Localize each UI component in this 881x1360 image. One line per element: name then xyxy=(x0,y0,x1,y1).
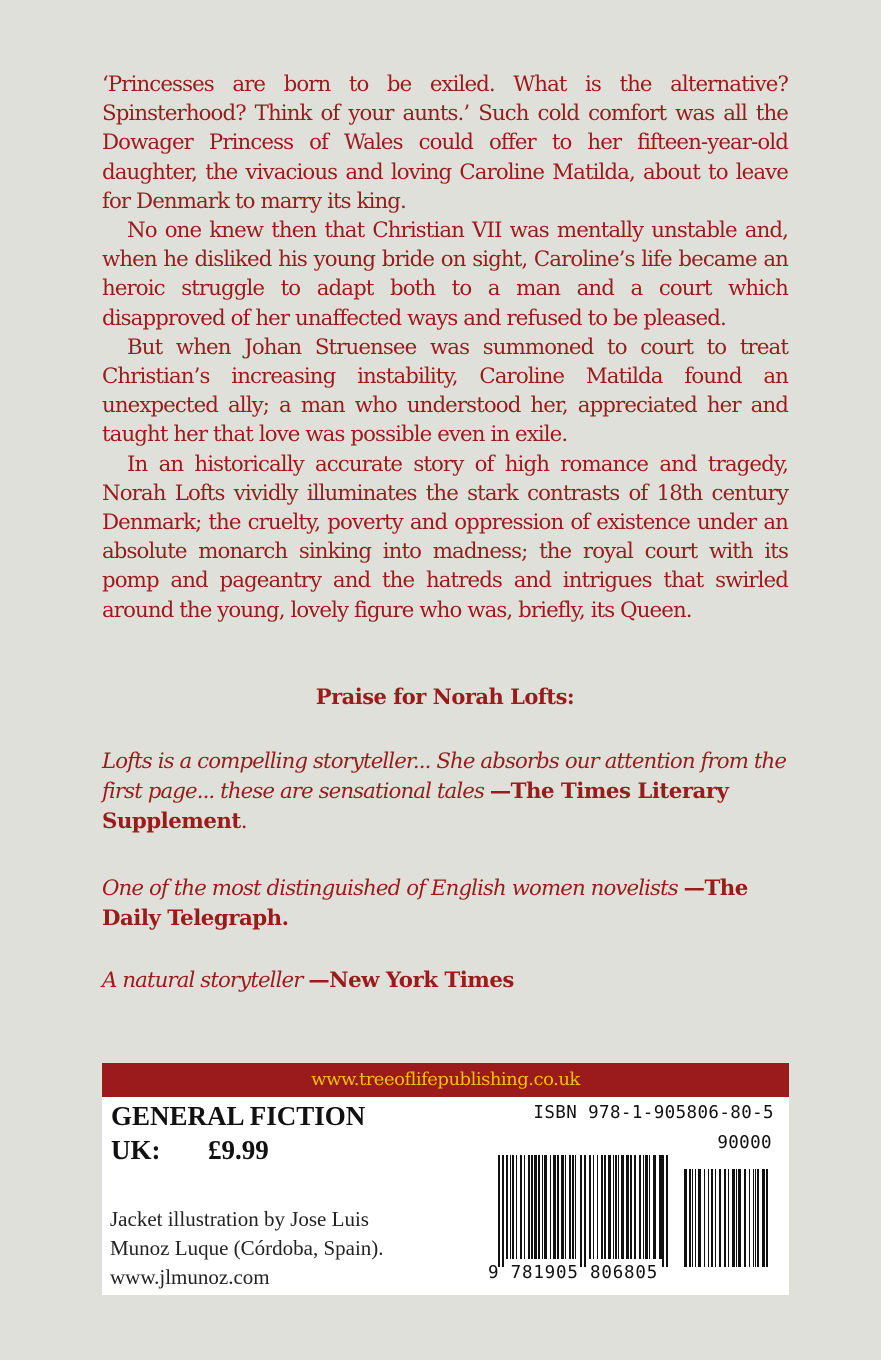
barcode-bar xyxy=(757,1169,759,1267)
barcode-bar xyxy=(643,1155,644,1259)
barcode-bar xyxy=(516,1155,517,1259)
praise-heading: Praise for Norah Lofts: xyxy=(315,684,575,709)
barcode-bar xyxy=(615,1155,617,1259)
isbn-text: ISBN 978-1-905806-80-5 xyxy=(533,1103,774,1123)
barcode-bar xyxy=(502,1155,504,1267)
barcode-bar xyxy=(738,1169,741,1267)
barcode-bar xyxy=(689,1169,691,1267)
barcode-bar xyxy=(744,1169,746,1267)
blurb-paragraph: ‘Princesses are born to be exiled. What is the alternative? Spinsterhood? Think of your aunts.’ Such cold comfort was all the Dowager Princess of Wales could offer to her fifteen-year-old daughter, the vivacious and loving Caroline Matilda, about to leave for Denmark to marry its king. xyxy=(102,72,788,214)
blurb-text xyxy=(102,70,788,625)
barcode-bar xyxy=(498,1155,500,1267)
barcode-bar xyxy=(621,1155,624,1259)
barcode-bar xyxy=(544,1155,547,1259)
barcode-bar xyxy=(512,1155,514,1259)
barcode-bar xyxy=(531,1155,533,1259)
barcode-bar xyxy=(561,1155,564,1259)
barcode-bar xyxy=(708,1169,709,1267)
barcode-bar xyxy=(604,1155,606,1259)
barcode-bar xyxy=(618,1155,619,1259)
barcode-bar xyxy=(580,1155,582,1267)
barcode-bar xyxy=(724,1169,726,1267)
barcode-bar xyxy=(766,1169,768,1267)
barcode-bar xyxy=(692,1169,693,1267)
barcode-bar xyxy=(698,1169,701,1267)
barcode-bar xyxy=(608,1155,611,1259)
barcode-bar xyxy=(715,1169,716,1267)
barcode-bar xyxy=(653,1155,656,1259)
barcode-bar xyxy=(753,1169,754,1267)
barcode-bar xyxy=(634,1155,636,1259)
price-value: £9.99 xyxy=(208,1135,269,1165)
barcode-bar xyxy=(666,1155,668,1267)
barcode-bar xyxy=(553,1155,556,1259)
barcode-bar xyxy=(645,1155,648,1259)
quote-text: Lofts is a compelling storyteller... She absorbs our attention from the first page... these are sensational tales xyxy=(102,749,787,804)
addon-code: 90000 xyxy=(717,1133,772,1153)
barcode-bar xyxy=(524,1155,525,1259)
barcode-bar xyxy=(593,1155,594,1259)
quote-source: —New York Times xyxy=(308,968,514,993)
blurb-paragraph: In an historically accurate story of high romance and tragedy, Norah Lofts vividly illuminates the stark contrasts of 18th century Denmark; the cruelty, poverty and oppression of existence under an absolute monarch sinking into madness; the royal court with its pomp and pageantry and the hatreds and intrigues that swirled around the young, lovely figure who was, briefly, its Queen. xyxy=(102,451,788,623)
barcode-bar xyxy=(762,1169,765,1267)
quote-source: —The Times Literary Supplement xyxy=(102,779,729,834)
barcode-bar xyxy=(749,1169,750,1267)
credit-line: Jacket illustration by Jose Luis xyxy=(110,1207,369,1231)
illustrator-url[interactable]: www.jlmunoz.com xyxy=(110,1265,270,1289)
barcode-bar xyxy=(711,1169,713,1267)
barcode-bar xyxy=(601,1155,603,1259)
barcode-bar xyxy=(695,1169,696,1267)
quote-trail: . xyxy=(240,809,247,834)
barcode-bar xyxy=(662,1155,664,1267)
barcode-digits: 9 781905 806805 xyxy=(488,1263,659,1283)
barcode-bar xyxy=(534,1155,537,1259)
barcode-bar xyxy=(528,1155,530,1259)
review-quote xyxy=(102,966,788,996)
barcode-bar xyxy=(538,1155,540,1259)
credit-line: Munoz Luque (Córdoba, Spain). xyxy=(110,1236,384,1260)
publisher-url[interactable]: www.treeoflifepublishing.co.uk xyxy=(102,1063,789,1097)
barcode-bar xyxy=(542,1155,543,1259)
barcode-bar xyxy=(597,1155,598,1259)
publisher-info-box xyxy=(102,1063,789,1295)
barcode-bar xyxy=(569,1155,571,1259)
barcode-bar xyxy=(649,1155,650,1259)
blurb-paragraph: But when Johan Struensee was summoned to court to treat Christian’s increasing instability, Caroline Matilda found an unexpected ally; a man who understood her, appreciated her and taught her that love was possible even in exile. xyxy=(102,334,788,448)
barcode-bar xyxy=(684,1169,687,1267)
barcode-bar xyxy=(575,1155,576,1259)
barcode-bar xyxy=(565,1155,566,1259)
barcode-bar xyxy=(728,1169,729,1267)
barcode-bar xyxy=(659,1155,662,1259)
barcode-bar xyxy=(639,1155,641,1259)
barcode-bar xyxy=(550,1155,551,1259)
quote-text: One of the most distinguished of English women novelists xyxy=(102,876,684,901)
barcode-bar xyxy=(510,1155,511,1259)
barcode-bar xyxy=(520,1155,522,1259)
barcode-bar xyxy=(572,1155,574,1259)
barcode-bar xyxy=(626,1155,629,1259)
genre-label: GENERAL FICTION xyxy=(111,1101,366,1131)
barcode-bar xyxy=(630,1155,632,1259)
barcode-bar xyxy=(704,1169,705,1267)
barcode-icon xyxy=(484,1155,774,1267)
barcode-bar xyxy=(557,1155,559,1259)
review-quote xyxy=(102,747,788,837)
barcode-bar xyxy=(589,1155,591,1259)
barcode-bar xyxy=(719,1169,721,1267)
barcode-block xyxy=(484,1103,784,1293)
barcode-bar xyxy=(736,1169,737,1267)
barcode-bar xyxy=(584,1155,586,1267)
review-quote xyxy=(102,874,788,934)
blurb-paragraph: No one knew then that Christian VII was mentally unstable and, when he disliked his young bride on sight, Caroline’s life became an heroic struggle to adapt both to a man and a court which disapproved of her unaffected ways and refused to be pleased. xyxy=(102,218,788,331)
barcode-bar xyxy=(613,1155,614,1259)
quote-text: A natural storyteller xyxy=(102,968,309,993)
price-label: UK: xyxy=(111,1135,161,1165)
quote-source: —The Daily Telegraph. xyxy=(102,876,748,931)
barcode-bar xyxy=(506,1155,508,1259)
barcode-bar xyxy=(755,1169,756,1267)
illustration-credit xyxy=(110,1205,470,1292)
barcode-bar xyxy=(732,1169,735,1267)
